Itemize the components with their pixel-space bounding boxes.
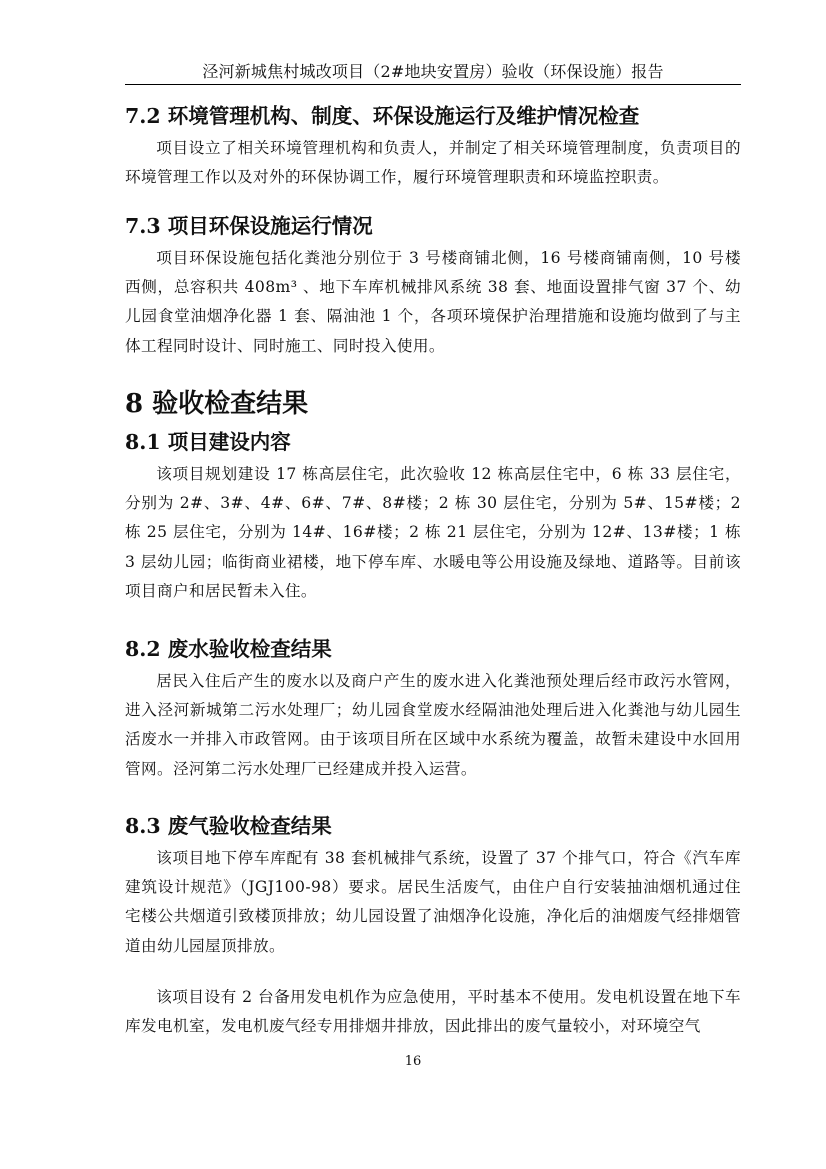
- section-heading-8-2: 8.2 废水验收检查结果: [125, 637, 332, 661]
- section-heading-7-3: 7.3 项目环保设施运行情况: [125, 214, 373, 238]
- running-header: 泾河新城焦村城改项目（2#地块安置房）验收（环保设施）报告: [202, 62, 664, 81]
- header-rule: [125, 84, 741, 85]
- chapter-heading-8: 8 验收检查结果: [125, 389, 309, 419]
- section-heading-8-1: 8.1 项目建设内容: [125, 430, 291, 454]
- section-heading-8-3: 8.3 废气验收检查结果: [125, 814, 332, 838]
- paragraph-8-3-a: 该项目地下停车库配有 38 套机械排气系统，设置了 37 个排气口，符合《汽车库建筑设计规范》（JGJ100-98）要求。居民生活废气，由住户自行安装抽油烟机通过住宅楼公共烟道引致楼顶排放；幼儿园设置了油烟净化设施，净化后的油烟废气经排烟管道由幼儿园屋顶排放。: [125, 849, 741, 955]
- paragraph-7-3: 项目环保设施包括化粪池分别位于 3 号楼商铺北侧，16 号楼商铺南侧，10 号楼西侧，总容积共 408m³ 、地下车库机械排风系统 38 套、地面设置排气窗 37 个、幼儿园食堂油烟净化器 1 套、隔油池 1 个，各项环境保护治理措施和设施均做到了与主体工程同时设计、同时施工、同时投入使用。: [125, 249, 741, 355]
- page-number: 16: [404, 1054, 422, 1069]
- paragraph-8-2: 居民入住后产生的废水以及商户产生的废水进入化粪池预处理后经市政污水管网，进入泾河新城第二污水处理厂；幼儿园食堂废水经隔油池处理后进入化粪池与幼儿园生活废水一并排入市政管网。由于该项目所在区域中水系统为覆盖，故暂未建设中水回用管网。泾河第二污水处理厂已经建成并投入运营。: [125, 672, 741, 778]
- paragraph-8-1: 该项目规划建设 17 栋高层住宅，此次验收 12 栋高层住宅中，6 栋 33 层住宅，分别为 2#、3#、4#、6#、7#、8#楼；2 栋 30 层住宅，分别为 5#、15#楼；2 栋 25 层住宅，分别为 14#、16#楼；2 栋 21 层住宅，分别为 12#、13#楼；1 栋 3 层幼儿园；临街商业裙楼，地下停车库、水暖电等公用设施及绿地、道路等。目前该项目商户和居民暂未入住。: [125, 465, 741, 600]
- paragraph-8-3-b: 该项目设有 2 台备用发电机作为应急使用，平时基本不使用。发电机设置在地下车库发电机室，发电机废气经专用排烟井排放，因此排出的废气量较小，对环境空气: [125, 988, 741, 1036]
- section-heading-7-2: 7.2 环境管理机构、制度、环保设施运行及维护情况检查: [125, 104, 640, 128]
- paragraph-7-2: 项目设立了相关环境管理机构和负责人，并制定了相关环境管理制度，负责项目的环境管理工作以及对外的环保协调工作，履行环境管理职责和环境监控职责。: [125, 139, 741, 187]
